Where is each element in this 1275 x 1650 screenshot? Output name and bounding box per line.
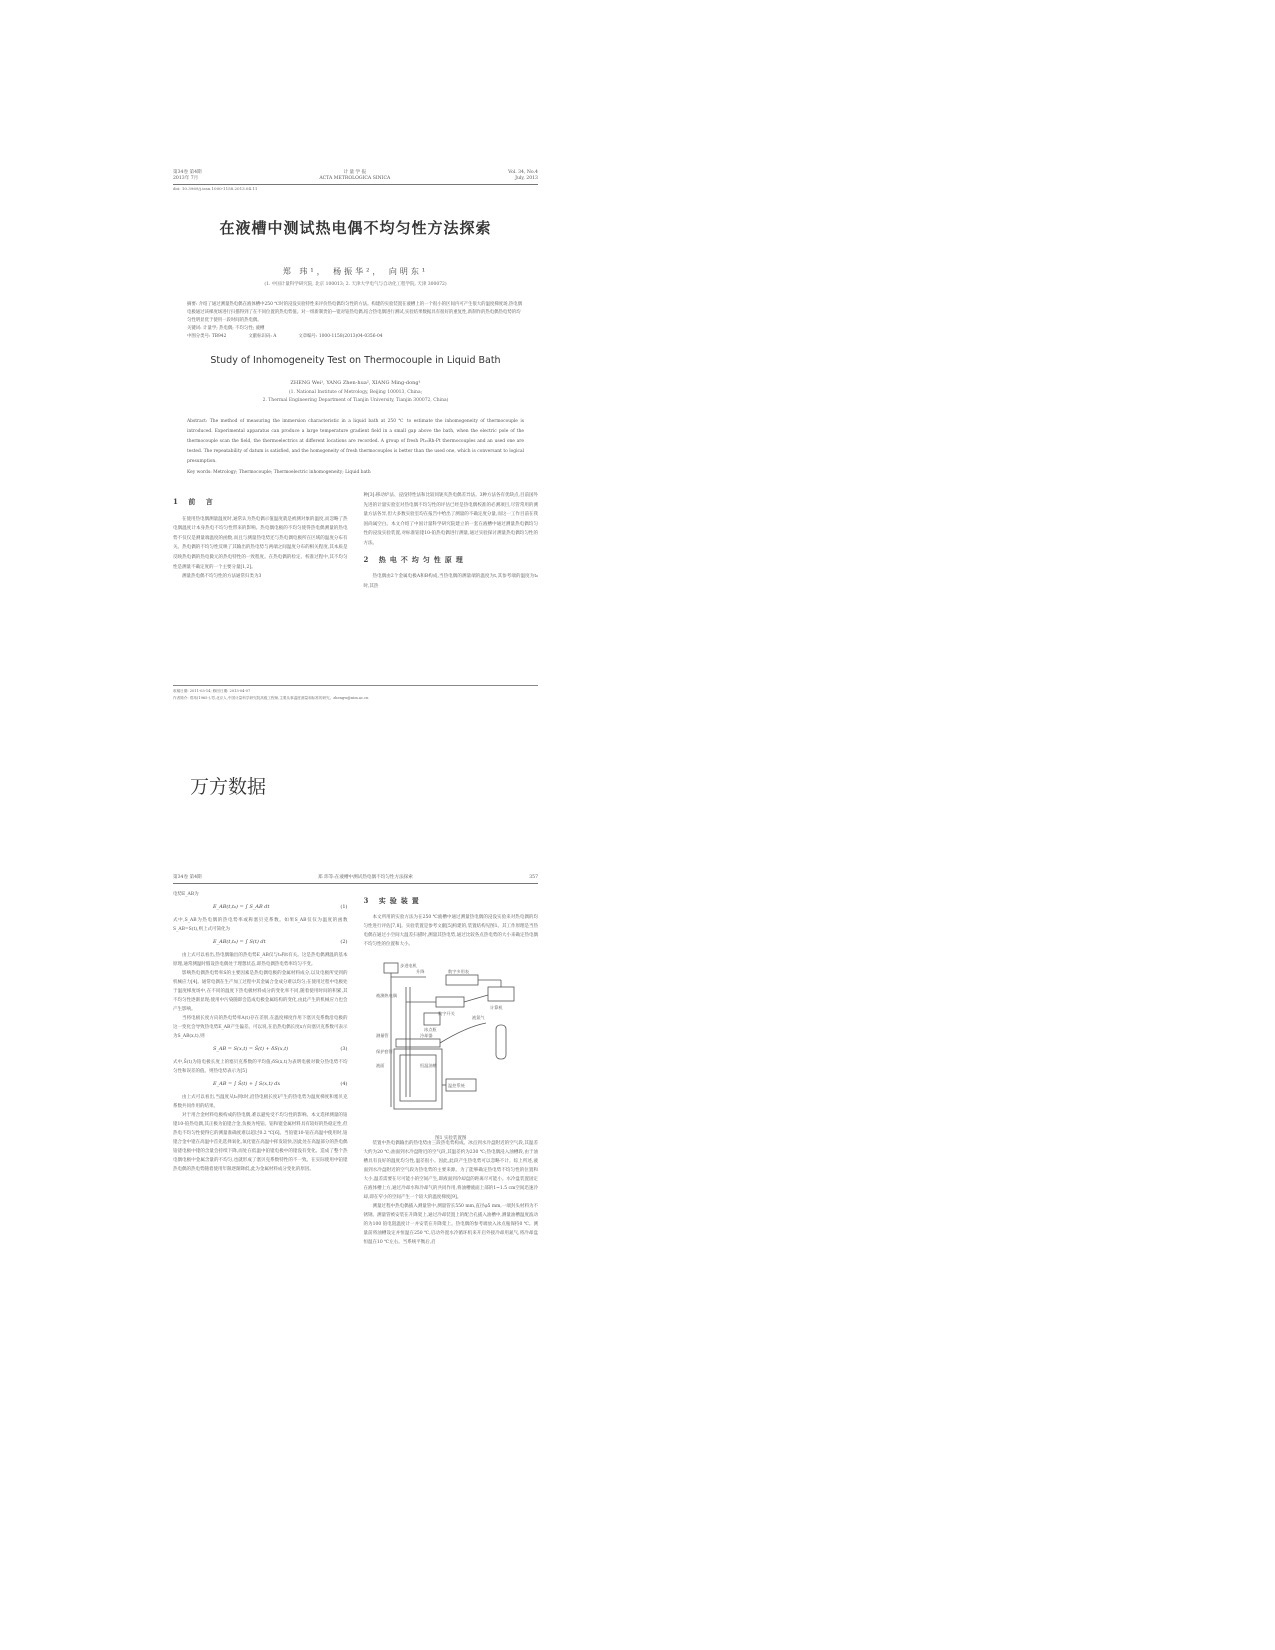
header-left: 第34卷 第4期 2013年 7月 <box>173 170 202 181</box>
paragraph: 测量过程中热电偶插入测量管中,测量管长550 mm,直径φ5 mm,一端封头材料为不锈钢。测量管被安装在升降架上,通过冷却装置上的配合孔插入油槽中,测量油槽温度波动的为100 铂电阻温度计一并安装在升降架上。热电偶的参考端放入冰点瓶保持0 ℃。测量前将油槽设定并恒温在250 ℃,启动外置水冷循环机来开启外接冷却用氮气,将冷却盘恒温在10 ℃左右。当系统平衡后,启 <box>363 1204 538 1245</box>
header-rule <box>173 883 538 884</box>
equation-1: E_AB(t,t₀) = ∫ S_AB dt (1) <box>213 904 348 910</box>
label-ice: 冰点瓶 <box>423 1027 437 1032</box>
paper-page-2 <box>173 875 538 1435</box>
apparatus-diagram <box>376 957 526 1127</box>
header-right: Vol. 34, No.4 July, 2013 <box>508 170 538 181</box>
label-dmm: 数字多用表 <box>447 969 469 974</box>
equation-4: E_AB = ∫ S̄(t) + ∫ S(x,t) dx (4) <box>213 1081 348 1087</box>
authors-en: ZHENG Wei¹, YANG Zhen-hua², XIANG Ming-dong¹ <box>290 380 421 386</box>
footnote-received: 收稿日期: 2011-03-14; 修回日期: 2013-04-07 <box>173 689 251 693</box>
scanner-box <box>436 997 464 1007</box>
label-flow: 液氮气 <box>471 1015 485 1020</box>
paragraph: 装置中热电偶输出的热电势由三段热电势构成。冰点到水冷盘附近的空气段,其温差大约为20 ℃;油面到水冷盘附近的空气段,其温差约为230 ℃;热电偶浸入油槽段,由于油槽具有良好的温度均匀性,温差很小。因此,此段产生热电势可以忽略不计。综上所述,液面到水冷盘附近的空气段为热电势的主要来源。为了能够确定热电势不均匀性的位置和大小,温差需要在尽可能小的空间产生,即液面到冷却盘的距离尽可能小。水冷盘装置固定在液体槽上方,通过冷却水和冷却气的共同作用,将油槽液面上部的1~1.5 cm空间迅速冷却,即在窄小的空间产生一个较大的温度梯度[9]。 <box>363 1141 538 1200</box>
keywords-cn: 关键词: 计量学; 热电偶; 不均匀性; 液槽 <box>187 326 265 331</box>
document-code: 文献标识码: A <box>248 334 277 339</box>
paper-title-cn: 在液槽中测试热电偶不均匀性方法探索 <box>219 219 492 237</box>
column-left <box>173 491 348 591</box>
wanfang-watermark: 万方数据 <box>190 776 267 798</box>
label-cooler: 冷却器 <box>419 1033 433 1038</box>
label-motor: 步进电机 <box>399 963 417 968</box>
article-number: 文章编号: 1000-1158(2013)04-0356-04 <box>298 334 383 339</box>
oil-bath <box>394 1049 442 1109</box>
affiliation-cn: (1. 中国计量科学研究院, 北京 100013; 2. 天津大学电气与自动化工程学院, 天津 300072) <box>264 282 447 287</box>
header-center: 郑 玮等:在液槽中测试热电偶不均匀性方法探索 <box>317 875 413 880</box>
section-1-heading: 1 前 言 <box>173 497 217 506</box>
lead-text: 电势E_AB为 <box>173 892 199 897</box>
label-shield: 保护套管 <box>375 1049 393 1054</box>
abstract-en: Abstract: The method of measuring the immersion characteristic in a liquid bath at 250 ℃ to estimate the inhomogeneity of thermocouple is introduced. Experimental apparatus can produce a large temperature gradient field in a small gap above the bath, when the electric pole of the thermocouple scan the field, the thermoelectrics at different locations are recorded. A group of fresh Pt₁₀Rh-Pt thermocouples and an used one are tested. The repeatability of datum is satisfied, and the homogeneity of fresh thermocouples is better than the used one, which is conversant to logical presumption. <box>187 419 524 464</box>
journal-header <box>173 170 538 182</box>
paragraph: 本文所用的实验方法为在250 ℃液槽中通过测量热电偶的浸没实验来对热电偶的均匀性进行评估[7,8]。实验装置是参考文献[5]构建的,装置结构见图1。其工作原理是当热电偶在通过小空间大温差扫描时,测量其热电势,通过比较各点热电势的大小来确定热电偶不均匀性的位置和大小。 <box>363 915 538 947</box>
section-1-paragraph: 在使用热电偶测量温度时,通常认为热电偶示值温度就是被测对象的温度,而忽略了热电偶温度计本身热电不均匀性带来的影响。热电偶电极的不均匀使得热电偶测量的热电势不仅仅是测量端温度的函数,而且与测量热电势还与热电偶电极所在区域的温度分布有关。热电偶的不均匀性反映了其输出的热电势与两端之间温度分布的相关程度,其本质是反映热电偶的热电微元的热电特性的一致程度。在热电偶的检定、校准过程中,其不均匀性是测量不确定度的一个主要分量[1,2]。 <box>173 516 348 570</box>
label-bath: 恒温油槽 <box>419 1063 437 1068</box>
header-rule <box>173 184 538 185</box>
footnotes <box>173 685 538 702</box>
affiliation-en: (1. National Institute of Metrology, Beijing 100013, China; 2. Thermal Engineering Department of Tianjin University, Tianjin 300072, China) <box>262 390 449 403</box>
apparatus-figure <box>375 957 526 1141</box>
header-left: 第34卷 第4期 <box>173 875 202 880</box>
label-tc: 被测热电偶 <box>375 993 397 998</box>
paper-page-1 <box>173 170 538 730</box>
class-number: 中图分类号: TB942 <box>187 334 227 339</box>
label-computer: 计算机 <box>489 1005 503 1010</box>
footnote-author: 作者简介: 郑玮(1965-),男,北京人,中国计量科学研究院高级工程师,主要从事温度测量和标准的研究。zhengw@nim.ac.cn <box>173 696 369 700</box>
dmm-box <box>446 975 478 985</box>
column-right <box>364 890 539 1247</box>
label-level: 液面 <box>375 1063 385 1068</box>
label-pipe: 测量管 <box>375 1033 389 1038</box>
paragraph: 式中,S_AB为热电偶的热电势率或称塞贝克系数。如果S_AB仅仅为温度的函数S_AB=S(t),则上式可简化为 <box>173 918 348 932</box>
label-lift: 升降 <box>415 969 425 974</box>
computer-box <box>488 987 514 1001</box>
page-number: 357 <box>529 875 538 880</box>
keywords-en: Key words: Metrology; Thermocouple; Thermoelectric inhomogeneity; Liquid bath <box>187 470 371 475</box>
running-header <box>173 875 538 881</box>
paragraph: 对于用合金材料电极构成的热电偶,难以避免受不均匀性的影响。本文选择测量的铂铑10-铂热电偶,其正极为铂铑合金,负极为纯铂。铂和铑金属材料具有较好的热稳定性,但热电不均匀性使得它的测量准确度难以超过0.2 ℃[6]。当铂铑10-铂在高温中使用时,铂铑合金中铑在高温中首先选择氧化,氧化铑在高温中挥发较快,因此处在高温部分的热电偶铂铑电极中铑的含量会持续下降,而处在低温中铂铑电极中的铑没有变化。造成了整个热电偶电极中金属含量的不均匀,也就形成了塞贝克系数特性的不一致。在实际使用中铂铑热电偶的热电势随着使用年限逐渐降低,此为金属材料成分变化的原因。 <box>173 1113 348 1172</box>
body-columns <box>173 890 538 1247</box>
section-1-paragraph: 测量热电偶不均匀性的方法通常归类为3 <box>182 574 262 580</box>
bath-inner <box>400 1055 436 1101</box>
paragraph: 由上式可以看出,热电偶输出的热电势E_AB仅与t₀和t有关。这是热电偶测温的基本原理,通常测温时假设热电偶处于理想状态,即热电偶热电势率均匀不变。 <box>173 953 348 967</box>
column-2-paragraph: 种[3]:移动炉法、浸没特性法和比较同轭夹热电偶差异法。3种方法各有优缺点,目前国外先进的计量实验室对热电偶不均匀性的评估已经是热电偶校准的必测项目,尽管常用的测量方法各异,但大多数实验室均在报告中给出了测量的不确定度分量,而这一工作目前在我国尚属空白。本文介绍了中国计量科学研究院建立的一套在液槽中通过测量热电偶均匀性的浸没实验装置,对标准铂铑10-铂热电偶进行测量,通过实验探讨测量热电偶均匀性的方法。 <box>363 493 538 546</box>
body-columns <box>173 491 538 591</box>
nitrogen-cylinder <box>496 1025 506 1059</box>
cooler-plate <box>396 1039 440 1047</box>
abstract-cn: 摘要: 介绍了通过测量热电偶在液体槽中250 ℃时的浸没实验特性来评价热电偶均匀性的方法。构建的实验装置在液槽上的一个很小的区间内可产生很大的温度梯度场,热电偶电极通过该梯度场进行扫描得到了在不同位置的热电势值。对一组新制贵铂—铑对铂热电偶,结合热电偶进行测试,实验结果数据具有很好的重复性,新制作的热电偶热电势的均匀性明显优于使用一段时间的热电偶。 <box>187 302 523 323</box>
paragraph: 由上式可以看出,当温度从t₀到t时,沿热电极长度l产生的热电势为温度梯度和塞贝克系数共同作用的结果。 <box>173 1095 348 1109</box>
section-2-paragraph: 热电偶由2个金属电极A和B构成,当热电偶的测量端的温度为t,其参考端的温度为t₀时,其热 <box>363 574 538 589</box>
section-3-heading: 3 实验装置 <box>363 896 423 905</box>
authors-cn: 郑 玮¹， 杨振华²， 向明东¹ <box>282 267 429 276</box>
column-right <box>364 491 539 591</box>
paper-title-en: Study of Inhomogeneity Test on Thermocouple in Liquid Bath <box>210 355 501 366</box>
figure-caption: 图1 实验装置图 <box>435 1136 467 1141</box>
paragraph: 式中,S̄(t)为铂电极长度上的塞贝克系数的平均值;δS(x,t)为表明电极对微分热电势不均匀性和误差的值。则热电势表示为[5] <box>173 1060 348 1074</box>
label-ctrl: 温控系统 <box>447 1083 465 1088</box>
column-left <box>173 890 348 1247</box>
stepper-motor-box <box>384 963 398 973</box>
equation-3: S_AB = S(x,t) = S̄(t) + δS(x,t) (3) <box>213 1046 348 1052</box>
paragraph: 当将电极长度方向的热电势率A(t)存在差别,在温度梯度作用下塞贝克系数沿电极的这一变化会导致热电势E_AB产生偏差。可以说,在沿热电偶长度x方向塞贝克系数可表示为S_AB(x,t),则 <box>173 1016 348 1039</box>
section-2-heading: 2 热电不均匀性原理 <box>363 554 467 564</box>
paragraph: 影响热电偶热电势率S的主要因素是热电偶电极的金属材料成分,以及电极所受到的机械应力[4]。通常电偶在生产加工过程中其金属合金成分难以均匀;在使用过程中电极处于温度梯度场中,在不同的温度下热电极材料成分的变化率不同,随着使用时间的积累,其不均匀性逐渐显现;使用中污染随即会造成电极金属结构的变化,由此产生的机械应力也会产生影响。 <box>173 971 348 1012</box>
classification-row <box>187 333 524 339</box>
header-center: 计 量 学 报 ACTA METROLOGICA SINICA <box>319 170 391 181</box>
label-scanner: 数字开关 <box>437 1011 455 1016</box>
equation-2: E_AB(t,t₀) = ∫ S(t) dt (2) <box>213 939 348 945</box>
doi: doi: 10.3969/j.issn.1000-1158.2013.04.11 <box>173 186 258 191</box>
